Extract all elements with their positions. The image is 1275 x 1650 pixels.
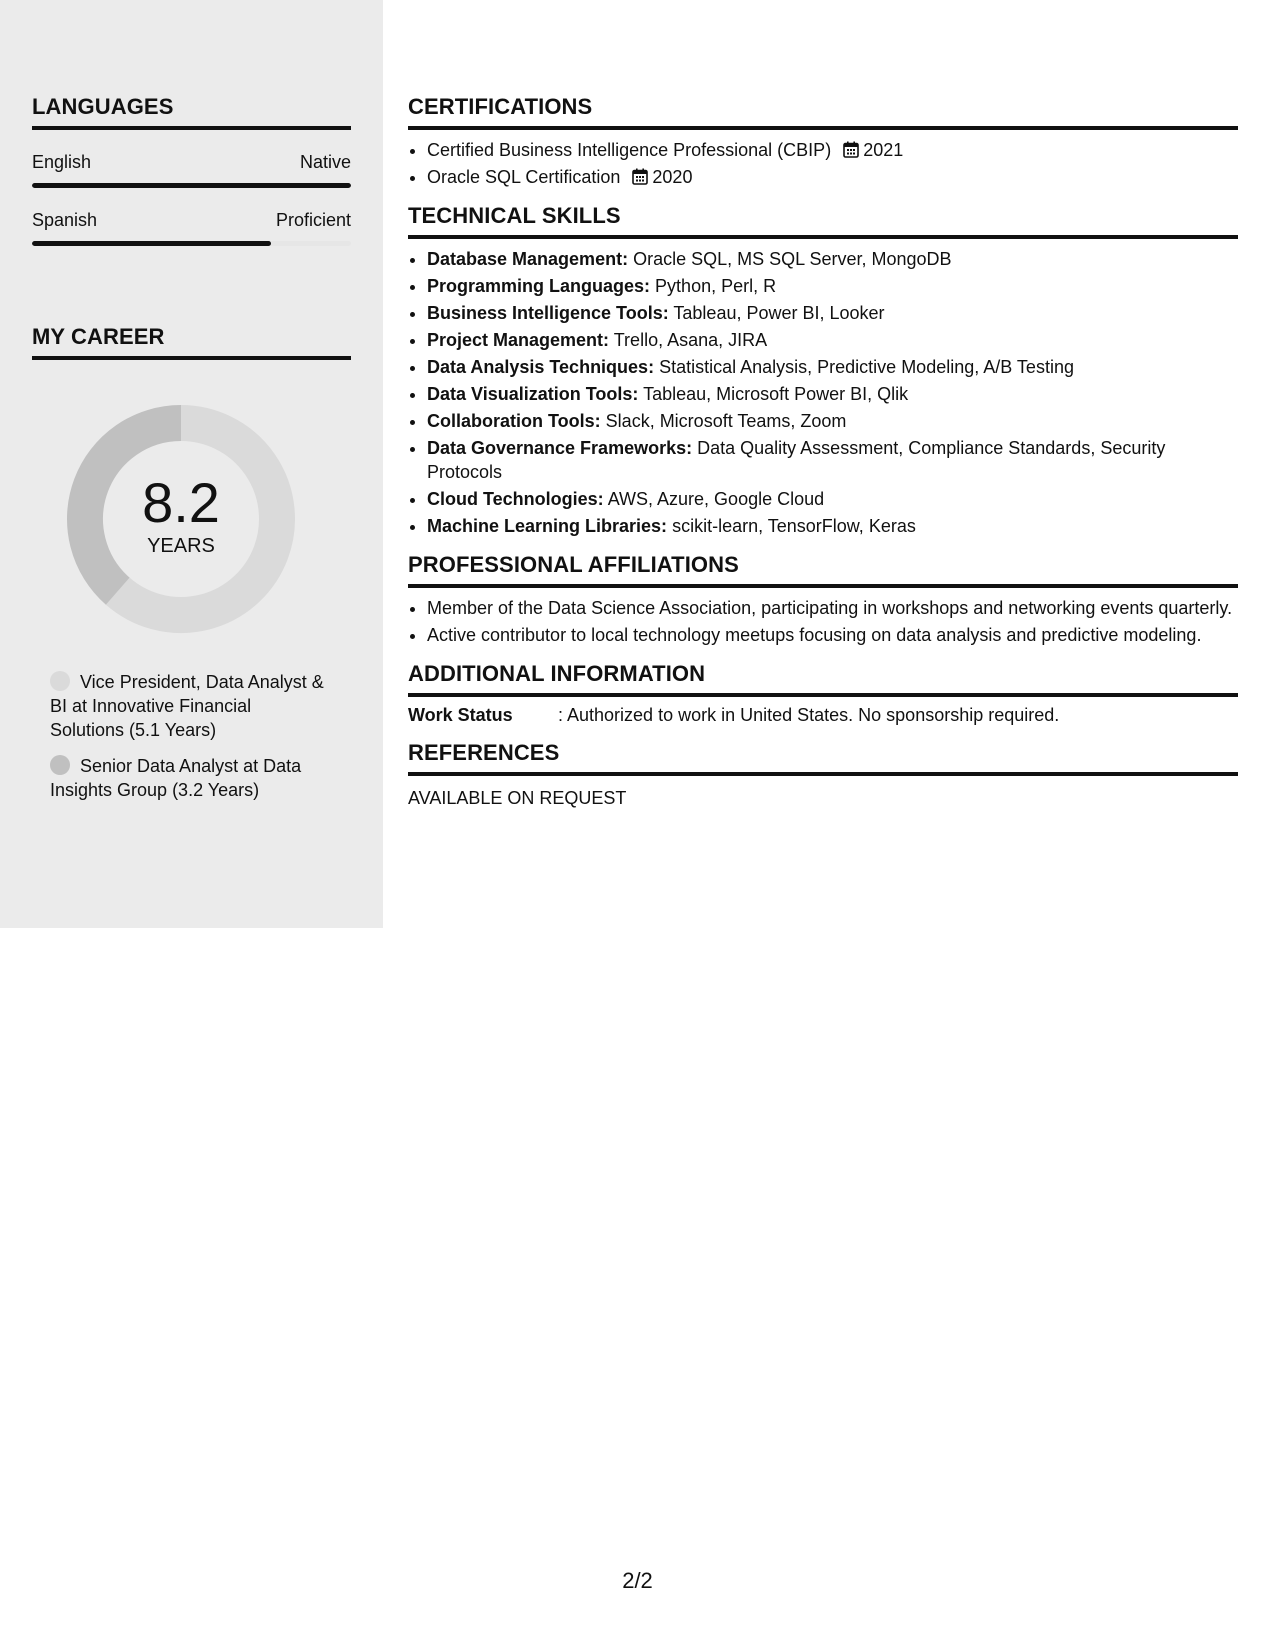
certification-year: 2020 bbox=[652, 167, 693, 187]
sidebar bbox=[0, 0, 383, 928]
career-title: MY CAREER bbox=[32, 324, 351, 360]
calendar-icon bbox=[632, 168, 648, 185]
skill-item bbox=[427, 409, 1238, 433]
main-content bbox=[408, 94, 1238, 823]
skill-value: Data Quality Assessment, Compliance Standards, Security Protocols bbox=[427, 438, 1166, 482]
donut-center bbox=[66, 404, 296, 634]
certifications-list bbox=[427, 138, 1238, 189]
career-section bbox=[32, 324, 351, 802]
language-row-spanish bbox=[32, 210, 351, 246]
technical-skills-list bbox=[427, 247, 1238, 538]
skill-item bbox=[427, 301, 1238, 325]
career-donut-chart bbox=[66, 404, 296, 634]
additional-info-title: ADDITIONAL INFORMATION bbox=[408, 661, 1238, 697]
work-status-value: : Authorized to work in United States. No sponsorship required. bbox=[558, 705, 1060, 725]
skill-item bbox=[427, 355, 1238, 379]
skill-value: scikit-learn, TensorFlow, Keras bbox=[672, 516, 916, 536]
certifications-title: CERTIFICATIONS bbox=[408, 94, 1238, 130]
language-level-fill bbox=[32, 241, 271, 246]
languages-title: LANGUAGES bbox=[32, 94, 351, 130]
references-section bbox=[408, 740, 1238, 809]
skill-label: Business Intelligence Tools: bbox=[427, 303, 669, 323]
skill-item bbox=[427, 328, 1238, 352]
additional-info-section bbox=[408, 661, 1238, 726]
skill-label: Database Management: bbox=[427, 249, 629, 269]
affiliations-list bbox=[427, 596, 1238, 647]
skill-value: Tableau, Power BI, Looker bbox=[673, 303, 885, 323]
technical-skills-section bbox=[408, 203, 1238, 538]
career-total-unit: YEARS bbox=[147, 534, 215, 557]
certification-name: Oracle SQL Certification bbox=[427, 167, 621, 187]
career-legend bbox=[50, 670, 330, 802]
affiliations-section bbox=[408, 552, 1238, 647]
page-number: 2/2 bbox=[622, 1568, 653, 1593]
skill-label: Collaboration Tools: bbox=[427, 411, 601, 431]
skill-value: Statistical Analysis, Predictive Modeling, A/B Testing bbox=[659, 357, 1074, 377]
language-level-fill bbox=[32, 183, 351, 188]
skill-label: Cloud Technologies: bbox=[427, 489, 604, 509]
skill-item bbox=[427, 382, 1238, 406]
certification-item bbox=[427, 165, 1238, 189]
calendar-icon bbox=[843, 141, 859, 158]
skill-value: Trello, Asana, JIRA bbox=[613, 330, 768, 350]
language-name: English bbox=[32, 152, 92, 172]
language-level: Proficient bbox=[275, 210, 351, 230]
career-legend-label: Senior Data Analyst at Data Insights Group (3.2 Years) bbox=[50, 756, 302, 800]
skill-value: Oracle SQL, MS SQL Server, MongoDB bbox=[633, 249, 952, 269]
career-legend-label: Vice President, Data Analyst & BI at Innovative Financial Solutions (5.1 Years) bbox=[50, 672, 324, 740]
skill-item bbox=[427, 487, 1238, 511]
skill-item bbox=[427, 514, 1238, 538]
certification-name: Certified Business Intelligence Professional (CBIP) bbox=[427, 140, 832, 160]
skill-item bbox=[427, 274, 1238, 298]
skill-value: Python, Perl, R bbox=[655, 276, 777, 296]
skill-value: Slack, Microsoft Teams, Zoom bbox=[605, 411, 847, 431]
technical-skills-title: TECHNICAL SKILLS bbox=[408, 203, 1238, 239]
work-status-label: Work Status bbox=[408, 705, 513, 725]
references-text: AVAILABLE ON REQUEST bbox=[408, 788, 627, 808]
languages-section bbox=[32, 94, 351, 246]
language-level-bar bbox=[32, 183, 351, 188]
legend-dot bbox=[50, 755, 70, 775]
skill-item bbox=[427, 436, 1238, 484]
skill-label: Programming Languages: bbox=[427, 276, 651, 296]
skill-item bbox=[427, 247, 1238, 271]
certification-item bbox=[427, 138, 1238, 162]
career-legend-item bbox=[50, 754, 330, 802]
career-legend-item bbox=[50, 670, 330, 742]
skill-label: Data Analysis Techniques: bbox=[427, 357, 655, 377]
skill-label: Data Governance Frameworks: bbox=[427, 438, 693, 458]
skill-label: Project Management: bbox=[427, 330, 610, 350]
certifications-section bbox=[408, 94, 1238, 189]
language-level-bar bbox=[32, 241, 351, 246]
language-name: Spanish bbox=[32, 210, 98, 230]
certification-year: 2021 bbox=[863, 140, 904, 160]
affiliation-item: • Member of the Data Science Association, participating in workshops and networking events quarterly. bbox=[427, 596, 1238, 620]
language-level: Native bbox=[299, 152, 351, 172]
work-status-row bbox=[408, 705, 1238, 726]
affiliations-title: PROFESSIONAL AFFILIATIONS bbox=[408, 552, 1238, 588]
affiliation-item: • Active contributor to local technology meetups focusing on data analysis and predictive modeling. bbox=[427, 623, 1238, 647]
skill-value: AWS, Azure, Google Cloud bbox=[607, 489, 825, 509]
skill-label: Machine Learning Libraries: bbox=[427, 516, 668, 536]
career-total-years: 8.2 bbox=[142, 470, 220, 534]
legend-dot bbox=[50, 671, 70, 691]
references-title: REFERENCES bbox=[408, 740, 1238, 776]
skill-label: Data Visualization Tools: bbox=[427, 384, 639, 404]
skill-value: Tableau, Microsoft Power BI, Qlik bbox=[643, 384, 909, 404]
language-row-english bbox=[32, 152, 351, 188]
